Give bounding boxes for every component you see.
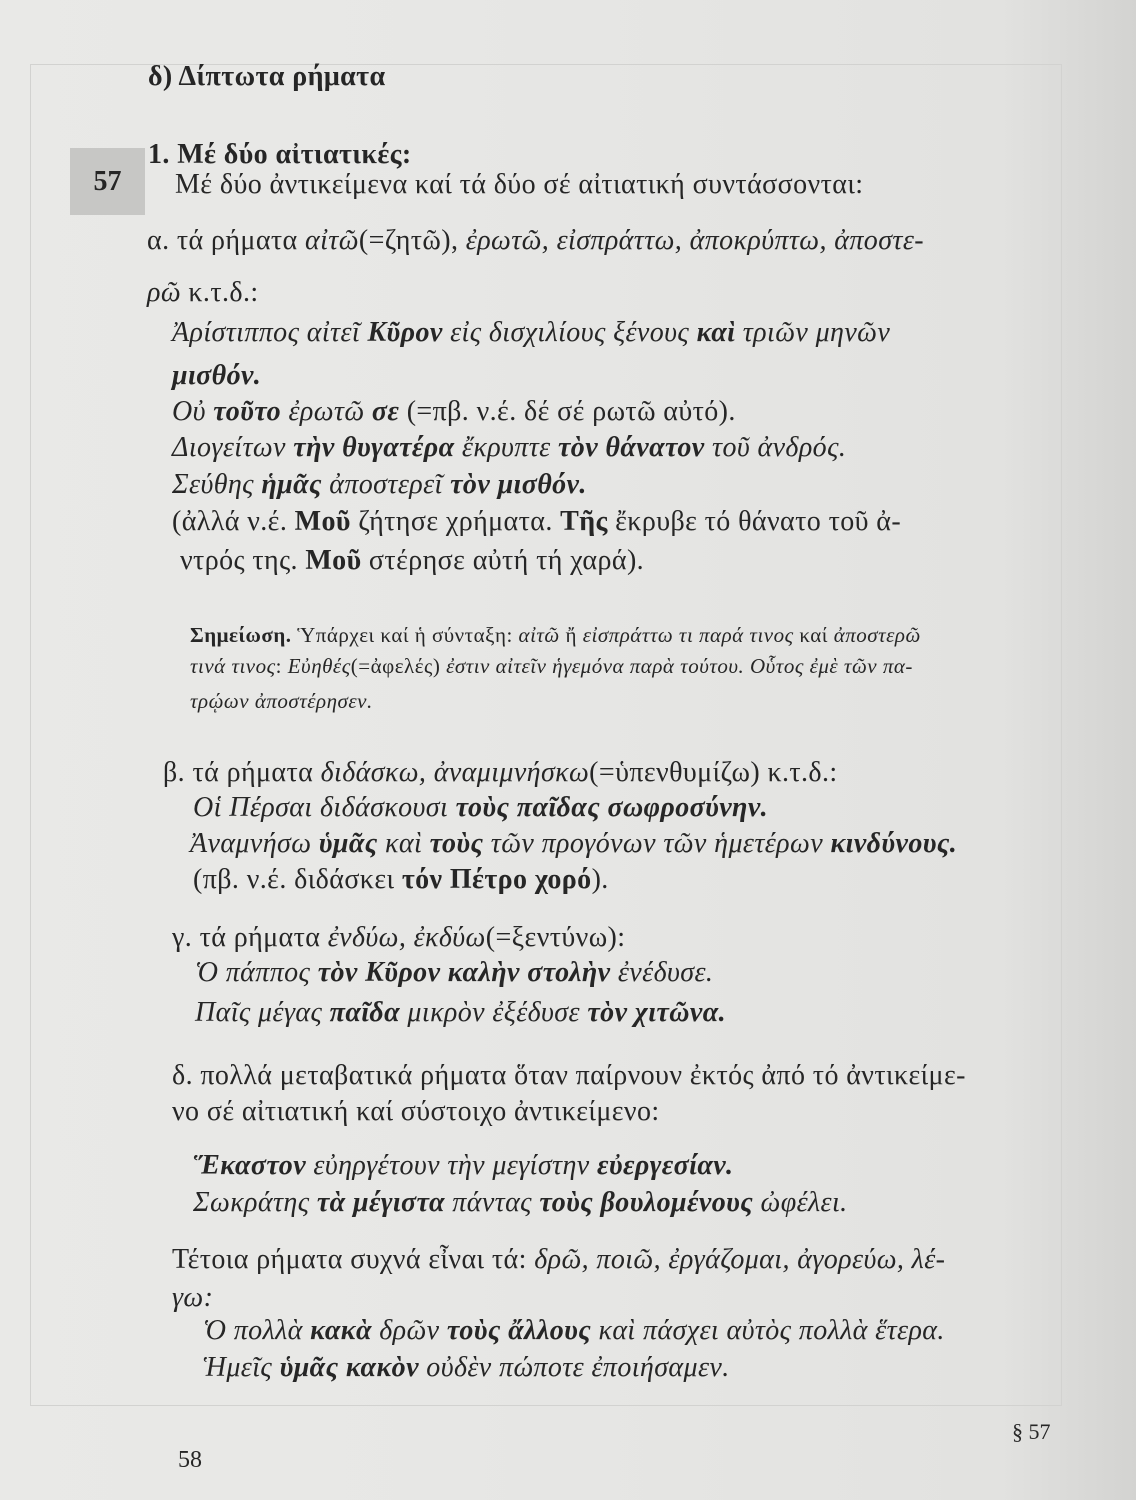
- text-run: Ὑπάρχει καί ἡ σύνταξη:: [291, 623, 519, 647]
- text-run: (=ξεντύνω):: [485, 922, 626, 953]
- text-run: γ. τά ρήματα: [172, 922, 328, 953]
- text-run: ἐστιν αἰτεῖν ἡγεμόνα παρὰ τούτου. Οὗτος ἐμὲ τῶν πα-: [446, 654, 913, 678]
- text-run: ὠφέλει.: [753, 1187, 848, 1218]
- text-run: Τέτοια ρήματα συχνά εἶναι τά:: [172, 1244, 535, 1275]
- text-run: αἰτῶ: [518, 623, 560, 647]
- text-run: κινδύνους.: [830, 828, 958, 859]
- text-run: (=ὑπενθυμίζω) κ.τ.δ.:: [589, 757, 838, 788]
- text-run: β. τά ρήματα: [163, 757, 321, 788]
- text-run: (ἀλλά ν.έ.: [172, 506, 295, 537]
- text-run: ἔκρυβε τό θάνατο τοῦ ἀ-: [607, 506, 902, 537]
- text-run: κακὰ: [310, 1315, 372, 1346]
- text-run: πάντας: [444, 1187, 540, 1218]
- note-line-1: [190, 620, 921, 650]
- text-run: τριῶν μηνῶν: [735, 317, 891, 348]
- text-run: Εὐηθές: [287, 654, 351, 678]
- example-a-3: [172, 430, 846, 466]
- example-c-1: [195, 955, 713, 991]
- text-run: Τῆς: [560, 506, 608, 537]
- text-run: ὑμᾶς: [318, 828, 378, 859]
- text-run: ἐνέδυσε.: [610, 957, 714, 988]
- modern-greek-b: [193, 862, 609, 898]
- text-run: (=πβ. ν.έ. δέ σέ ρωτῶ αὐτό).: [399, 396, 736, 427]
- text-run: Μοῦ: [294, 506, 351, 537]
- text-run: (=ἀφελές): [350, 654, 447, 678]
- example-e-1: [203, 1313, 945, 1349]
- text-run: ρῶ: [147, 277, 182, 308]
- rule-d-line-2: [172, 1094, 660, 1130]
- text-run: οὐδὲν πώποτε ἐποιήσαμεν.: [418, 1352, 730, 1383]
- text-run: δρῶν: [371, 1315, 447, 1346]
- text-run: τὸν θάνατον: [557, 432, 705, 463]
- text-run: τὴν θυγατέρα: [293, 432, 455, 463]
- rule-d-line-1: [172, 1058, 966, 1094]
- text-run: ἤ: [559, 623, 583, 647]
- text-run: διδάσκω, ἀναμιμνήσκω: [320, 757, 590, 788]
- text-run: ὑμᾶς κακὸν: [279, 1352, 419, 1383]
- text-run: Κῦρον: [367, 317, 443, 348]
- text-run: Διογείτων: [172, 432, 294, 463]
- rule-a-line-1: [147, 223, 924, 259]
- text-run: γω:: [172, 1282, 214, 1313]
- example-d-2: [193, 1185, 848, 1221]
- text-run: τοὺς ἄλλους: [446, 1315, 592, 1346]
- subsection-title: 1. Μέ δύο αἰτιατικές:: [148, 139, 412, 170]
- example-a-4: [172, 467, 587, 503]
- text-run: (=ζητῶ),: [358, 225, 466, 256]
- text-run: Ἡμεῖς: [203, 1352, 280, 1383]
- text-run: μισθόν.: [172, 360, 262, 391]
- text-run: καὶ: [377, 828, 430, 859]
- text-run: εἰς δισχιλίους ξένους: [442, 317, 697, 348]
- intro-text: Μέ δύο ἀντικείμενα καί τά δύο σέ αἰτιατική συντάσσονται:: [175, 169, 864, 200]
- rule-b: [163, 755, 838, 791]
- text-run: σε: [371, 396, 400, 427]
- text-run: τοὺς παῖδας σωφροσύνην.: [455, 792, 769, 823]
- text-run: ἀποστερῶ: [833, 623, 921, 647]
- text-run: νο σέ αἰτιατική καί σύστοιχο ἀντικείμενο:: [172, 1096, 660, 1127]
- example-b-2: [190, 826, 957, 862]
- text-run: Σωκράτης: [193, 1187, 317, 1218]
- text-run: Μοῦ: [305, 545, 362, 576]
- modern-greek-a-line-2: [180, 543, 644, 579]
- text-run: καί: [793, 623, 834, 647]
- text-run: μικρὸν ἐξέδυσε: [400, 997, 588, 1028]
- text-run: :: [275, 654, 288, 678]
- section-heading: δ) Δίπτωτα ρήματα: [148, 61, 386, 92]
- page-number: 58: [178, 1447, 202, 1473]
- example-c-2: [195, 995, 726, 1031]
- note-line-3: [190, 686, 373, 716]
- text-run: αἰτῶ: [305, 225, 359, 256]
- text-run: παῖδα: [329, 997, 401, 1028]
- text-run: ζήτησε χρήματα.: [350, 506, 561, 537]
- modern-greek-a-line-1: [172, 504, 901, 540]
- text-run: ἐρωτῶ: [281, 396, 372, 427]
- example-b-1: [193, 790, 768, 826]
- text-run: τινά τινος: [190, 654, 276, 678]
- text-run: καὶ: [696, 317, 736, 348]
- rule-c: [172, 920, 625, 956]
- text-run: τὰ μέγιστα: [316, 1187, 445, 1218]
- text-run: ἐρωτῶ, εἰσπράττω, ἀποκρύπτω, ἀποστε-: [465, 225, 924, 256]
- text-run: Ἀρίστιππος αἰτεῖ: [172, 317, 368, 348]
- text-run: ντρός της.: [180, 545, 306, 576]
- text-run: στέρησε αὐτή τή χαρά).: [361, 545, 645, 576]
- text-run: τὸν Κῦρον καλὴν στολὴν: [317, 957, 611, 988]
- text-run: κ.τ.δ.:: [181, 277, 259, 308]
- note-line-2: [190, 651, 913, 681]
- text-run: καὶ πάσχει αὐτὸς πολλὰ ἕτερα.: [591, 1315, 945, 1346]
- rule-a-line-2: [147, 275, 259, 311]
- example-d-1: [193, 1148, 733, 1184]
- text-run: τῶν προγόνων τῶν ἡμετέρων: [483, 828, 831, 859]
- example-a-1-continued: [172, 358, 261, 394]
- text-run: τὸν μισθόν.: [450, 469, 587, 500]
- text-run: Ἕκαστον: [193, 1150, 307, 1181]
- example-a-1: [172, 315, 890, 351]
- verbs-line-1: [172, 1242, 945, 1278]
- text-run: Ἀναμνήσω: [190, 828, 319, 859]
- text-run: τρῴων ἀποστέρησεν.: [190, 689, 373, 713]
- text-run: Οὐ: [172, 396, 214, 427]
- text-run: τοῦ ἀνδρός.: [704, 432, 847, 463]
- text-run: Σεύθης: [172, 469, 262, 500]
- text-run: εἰσπράττω τι παρά τινος: [582, 623, 794, 647]
- text-run: Ὁ πολλὰ: [203, 1315, 311, 1346]
- text-run: τὸν χιτῶνα.: [587, 997, 726, 1028]
- text-run: Σημείωση.: [190, 623, 292, 647]
- paragraph-marker-number: 57: [93, 165, 122, 197]
- paragraph-marker-box: [70, 148, 145, 215]
- text-run: ἀποστερεῖ: [321, 469, 451, 500]
- text-run: (πβ. ν.έ. διδάσκει: [193, 864, 402, 895]
- text-run: ἡμᾶς: [261, 469, 322, 500]
- text-run: ).: [591, 864, 609, 895]
- text-run: Ὁ πάππος: [195, 957, 318, 988]
- text-run: δρῶ, ποιῶ, ἐργάζομαι, ἀγορεύω, λέ-: [534, 1244, 946, 1275]
- text-run: τόν Πέτρο χορό: [401, 864, 592, 895]
- text-run: εὐεργεσίαν.: [597, 1150, 734, 1181]
- example-e-2: [203, 1350, 730, 1386]
- text-run: Παῖς μέγας: [195, 997, 330, 1028]
- text-run: τοὺς βουλομένους: [539, 1187, 754, 1218]
- text-run: τοὺς: [429, 828, 484, 859]
- text-run: ἐνδύω, ἐκδύω: [327, 922, 486, 953]
- text-run: ἔκρυπτε: [454, 432, 558, 463]
- verbs-line-2: [172, 1280, 213, 1316]
- example-a-2: [172, 394, 736, 430]
- text-run: δ. πολλά μεταβατικά ρήματα ὅταν παίρνουν ἐκτός ἀπό τό ἀντικείμε-: [172, 1060, 966, 1091]
- text-run: τοῦτο: [213, 396, 282, 427]
- text-run: εὐηργέτουν τὴν μεγίστην: [306, 1150, 598, 1181]
- text-run: Οἱ Πέρσαι διδάσκουσι: [193, 792, 456, 823]
- section-reference: § 57: [1012, 1419, 1051, 1444]
- text-run: α. τά ρήματα: [147, 225, 306, 256]
